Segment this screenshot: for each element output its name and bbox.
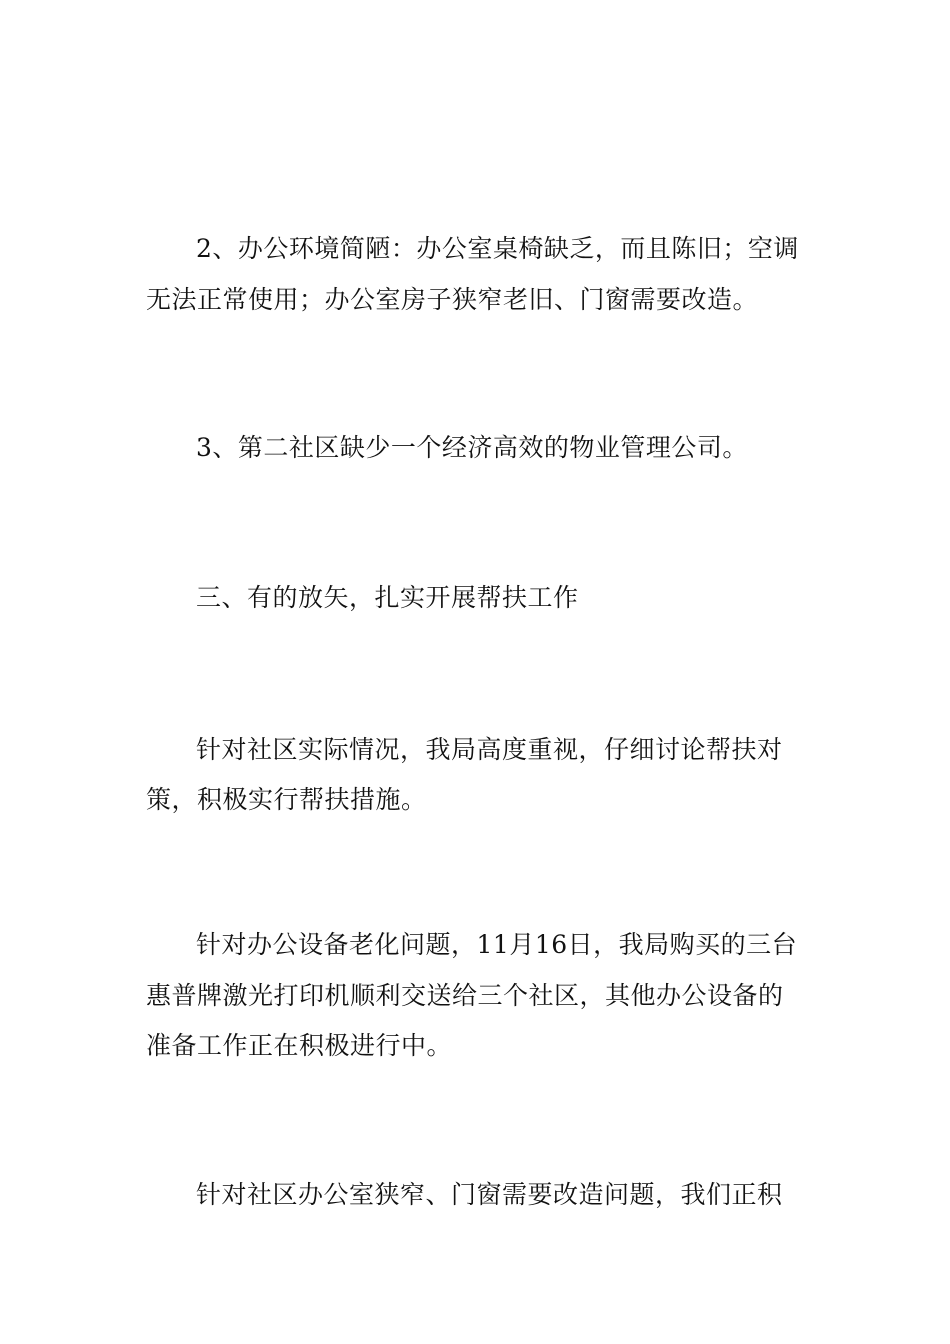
paragraph-equipment-line-2: 惠普牌激光打印机顺利交送给三个社区，其他办公设备的 (146, 981, 784, 1010)
paragraph-office-environment-line-2: 无法正常使用；办公室房子狭窄老旧、门窗需要改造。 (146, 285, 759, 314)
paragraph-equipment-line-1: 针对办公设备老化问题，11月16日，我局购买的三台 (196, 930, 798, 959)
paragraph-office-environment-line-1: 2、办公环境简陋：办公室桌椅缺乏，而且陈旧；空调 (196, 234, 799, 263)
paragraph-office-renovation-line-1: 针对社区办公室狭窄、门窗需要改造问题，我们正积 (196, 1180, 783, 1209)
paragraph-equipment-line-3: 准备工作正在积极进行中。 (146, 1031, 453, 1060)
section-heading-three: 三、有的放矢，扎实开展帮扶工作 (196, 583, 579, 612)
paragraph-property-management: 3、第二社区缺少一个经济高效的物业管理公司。 (196, 433, 748, 462)
paragraph-response-line-1: 针对社区实际情况，我局高度重视，仔细讨论帮扶对 (196, 735, 783, 764)
paragraph-response-line-2: 策，积极实行帮扶措施。 (146, 785, 427, 814)
